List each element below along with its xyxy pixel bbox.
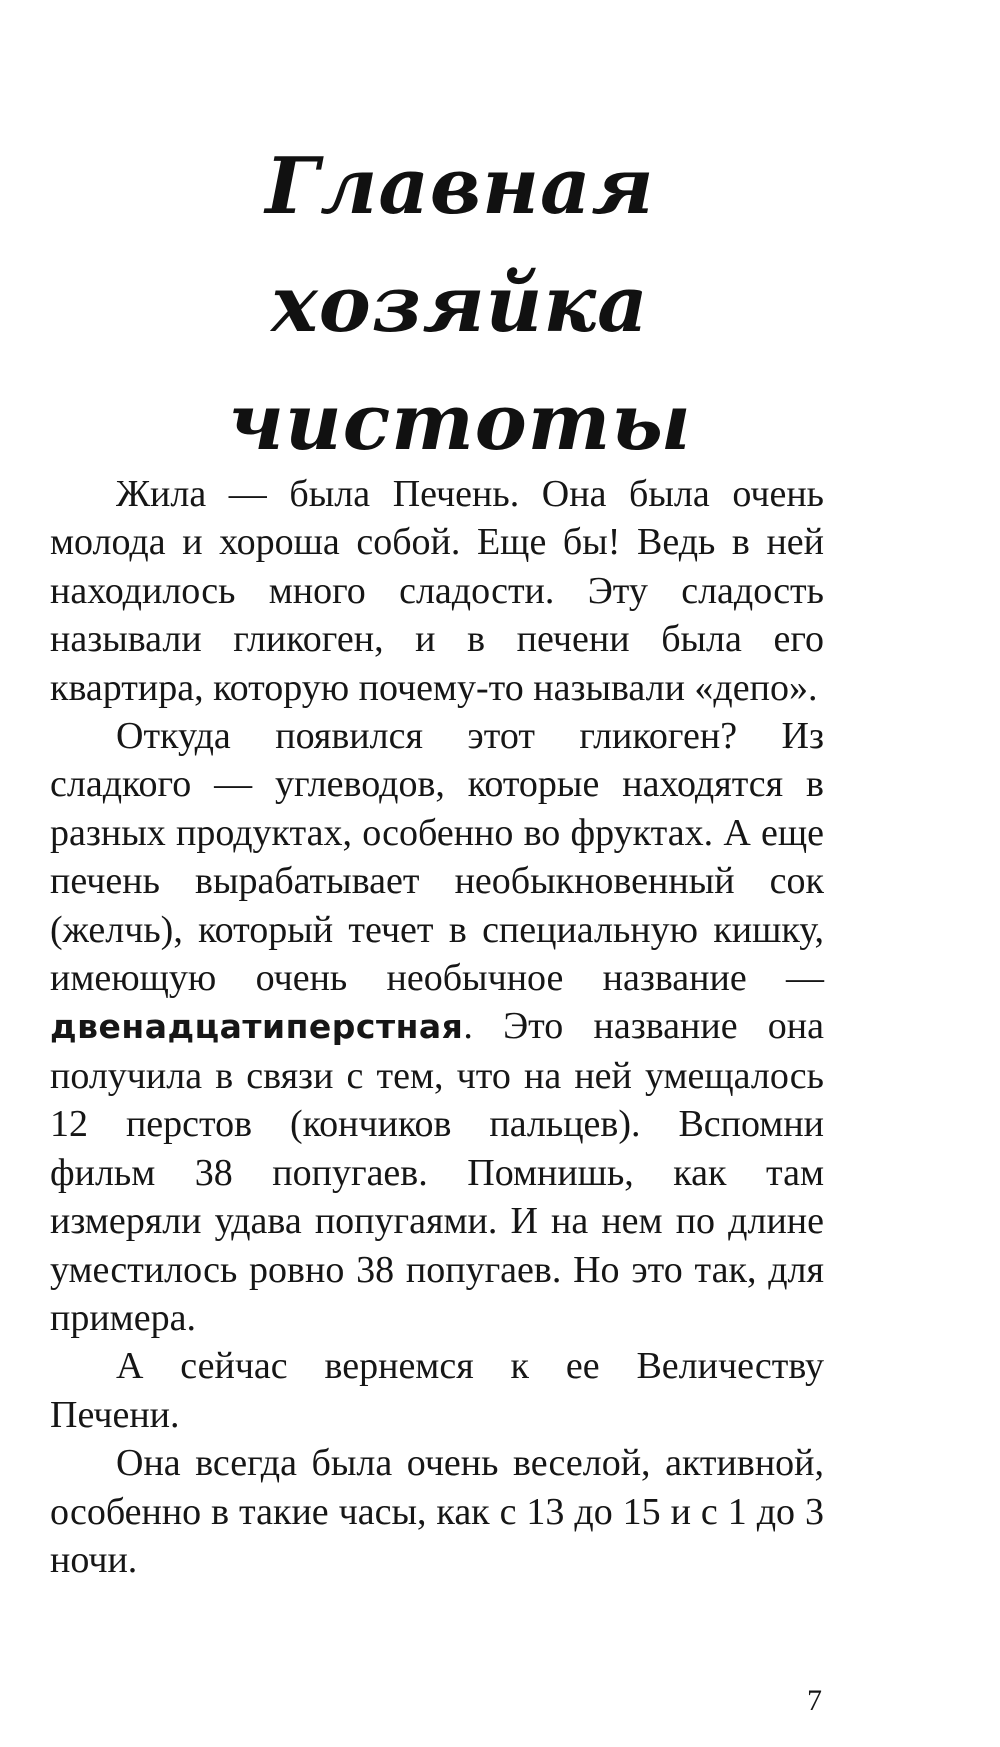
paragraph-4: Она всегда была очень веселой, активной, особенно в такие часы, как с 13 до 15 и с 1 до 3 ночи. <box>50 1442 824 1581</box>
chapter-title-line-2: чистоты <box>228 377 692 468</box>
chapter-title-line-1: Главная хозяйка <box>265 141 655 350</box>
paragraph-2-text-end: . Это название она получила в связи с тем, что на ней умещалось 12 перстов (кончиков пальцев). Вспомни фильм 38 попугаев. Помнишь, как там измеряли удава попугаями. И на нем по длине уместилось ровно 38 попугаев. Но это так, для примера. <box>50 1005 824 1339</box>
chapter-body <box>50 470 824 1584</box>
page-number: 7 <box>807 1684 822 1717</box>
bold-term-duodenum: двенадцатиперстная <box>50 1007 464 1047</box>
paragraph-1: Жила — была Печень. Она была очень молода и хороша собой. Еще бы! Ведь в ней находилось много сладости. Эту сладость называли гликоген, и в печени была его квартира, которую почему-то называли «депо». <box>50 473 824 709</box>
paragraph-2 <box>50 712 824 1342</box>
paragraph-2-text-start: Откуда появился этот гликоген? Из сладкого — углеводов, которые находятся в разных продуктах, особенно во фруктах. А еще печень вырабатывает необыкновенный сок (желчь), который течет в специальную кишку, имеющую очень необычное название — <box>50 715 824 1000</box>
paragraph-3: А сейчас вернемся к ее Величеству Печени. <box>50 1345 824 1436</box>
chapter-title <box>80 128 840 482</box>
